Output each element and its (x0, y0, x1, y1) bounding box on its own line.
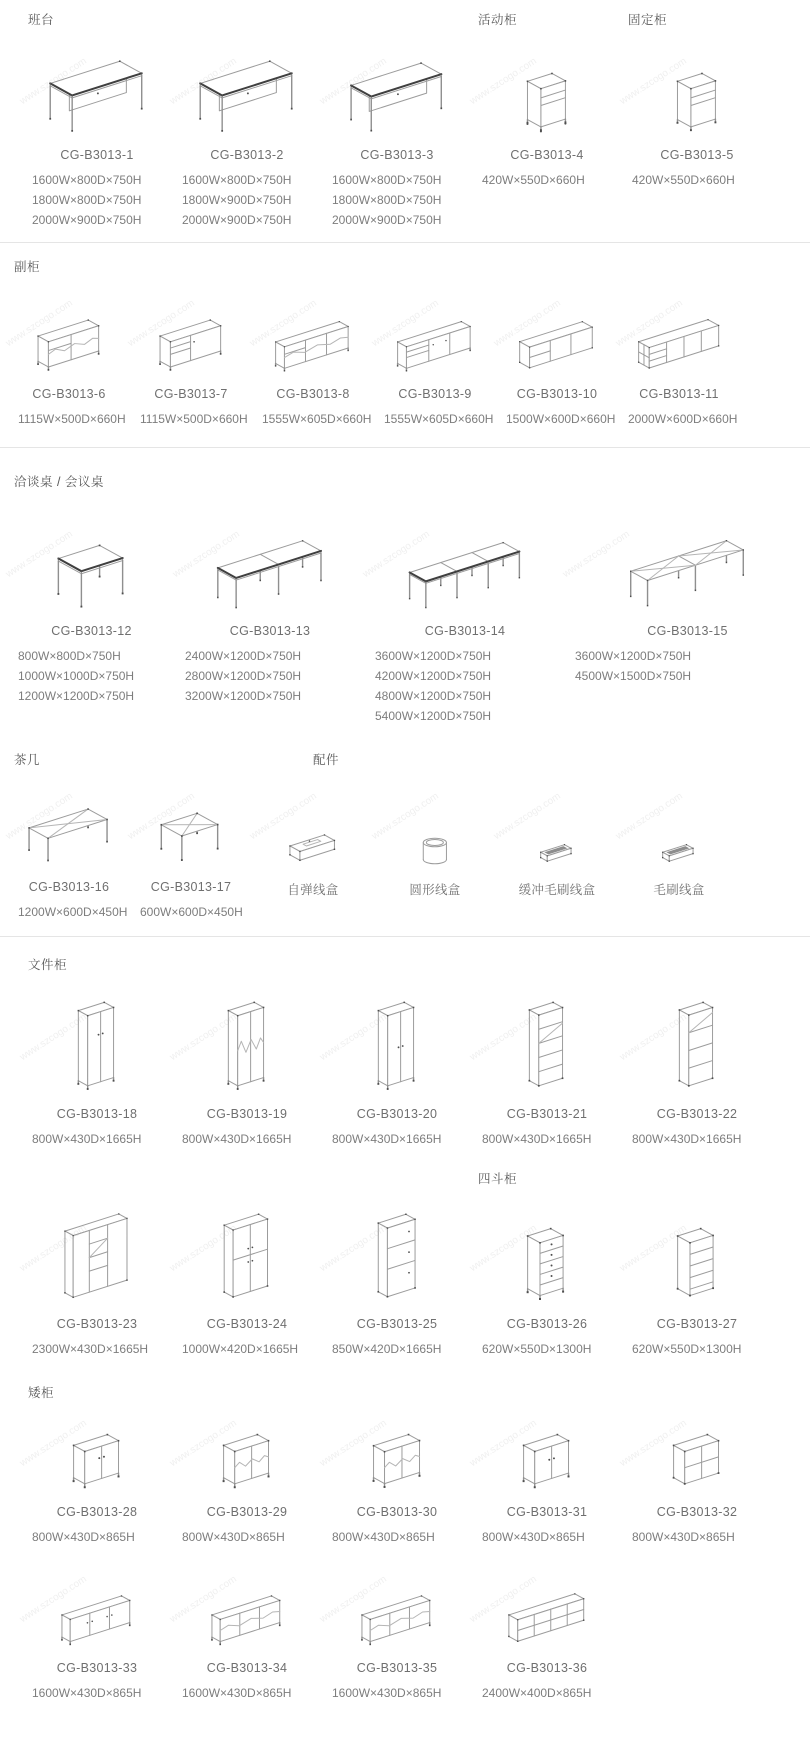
cabinet-shelf-combo-icon (18, 1193, 172, 1305)
model-label: CG-B3013-15 (647, 624, 728, 638)
low-cabinets-section (0, 1369, 810, 1557)
dimension-list (130, 409, 252, 429)
dimension-text: 2300W×430D×1665H (32, 1342, 149, 1356)
catalog-item (468, 34, 622, 190)
wide-low-3door-icon (18, 1563, 172, 1649)
model-label: CG-B3013-1 (60, 148, 134, 162)
watermark-text: www.szcogo.com (18, 1222, 89, 1274)
accessory-label: 缓冲毛刷线盒 (518, 883, 596, 897)
dimension-list (22, 1527, 172, 1547)
catalog-item (318, 1563, 472, 1703)
dimension-list (472, 170, 622, 190)
tall-shelf-b-icon (618, 979, 772, 1095)
cable-box-round-icon (370, 774, 496, 868)
dimension-list (172, 1527, 322, 1547)
dimension-text: 1600W×800D×750H (182, 173, 292, 187)
dimension-list (472, 1129, 622, 1149)
low-cabinet-open-icon (618, 1407, 772, 1493)
dimension-text: 1500W×600D×660H (506, 412, 616, 426)
item-row (0, 1193, 810, 1359)
watermark-text: www.szcogo.com (318, 1222, 389, 1274)
model-label: CG-B3013-33 (56, 1661, 138, 1675)
executive-desk-b-icon (168, 34, 322, 136)
dimension-text: 4200W×1200D×750H (375, 669, 492, 683)
model-label: CG-B3013-2 (210, 148, 284, 162)
dimension-text: 1600W×430D×865H (332, 1686, 442, 1700)
dimension-text: 1600W×430D×865H (32, 1686, 142, 1700)
model-label: CG-B3013-11 (639, 387, 719, 401)
low-cabinets-row-2 (0, 1557, 810, 1733)
model-label: CG-B3013-3 (360, 148, 434, 162)
catalog-item (492, 774, 618, 908)
catalog-item (318, 34, 472, 230)
watermark-text: www.szcogo.com (126, 790, 197, 842)
dimension-list (374, 409, 496, 429)
credenza-e-icon (492, 281, 618, 375)
dimension-list (22, 1129, 172, 1149)
watermark-text: www.szcogo.com (492, 790, 563, 842)
dimension-list (8, 902, 130, 922)
dimension-list (472, 1683, 622, 1703)
dimension-list (622, 1129, 772, 1149)
watermark-text: www.szcogo.com (492, 297, 563, 349)
watermark-text: www.szcogo.com (171, 528, 242, 580)
model-label: CG-B3013-4 (510, 148, 584, 162)
dimension-text: 620W×550D×1300H (632, 1342, 742, 1356)
catalog-item (18, 34, 172, 230)
accessory-label: 圆形线盒 (409, 883, 461, 897)
catalog-item (370, 774, 496, 908)
dimension-text: 800W×430D×1665H (182, 1132, 292, 1146)
watermark-text: www.szcogo.com (168, 56, 239, 108)
dimension-list (22, 1339, 172, 1359)
accessory-label: 自弹线盒 (287, 883, 339, 897)
watermark-text: www.szcogo.com (468, 1011, 539, 1063)
tall-shelf-a-icon (468, 979, 622, 1095)
dimension-list (618, 409, 740, 429)
conference-table-3-icon (361, 496, 565, 612)
file-cabinets-row-2 (0, 1157, 810, 1369)
tall-cabinet-doors2-icon (318, 979, 472, 1095)
dimension-text: 800W×430D×865H (482, 1530, 585, 1544)
watermark-text: www.szcogo.com (18, 1417, 89, 1469)
cable-box-auto-icon (248, 774, 374, 868)
catalog-item (492, 281, 618, 429)
dimension-text: 1800W×900D×750H (182, 193, 292, 207)
dimension-text: 1115W×500D×660H (18, 412, 126, 426)
section-header: 洽谈桌 / 会议桌 (14, 475, 104, 489)
item-row (0, 281, 810, 429)
dimension-text: 2000W×900D×750H (182, 213, 292, 227)
dimension-text: 2000W×900D×750H (32, 213, 142, 227)
dimension-text: 800W×430D×1665H (332, 1132, 442, 1146)
model-label: CG-B3013-19 (206, 1107, 288, 1121)
catalog-item (468, 1193, 622, 1359)
catalog-item (618, 1407, 772, 1547)
dimension-text: 800W×430D×865H (332, 1530, 435, 1544)
watermark-text: www.szcogo.com (4, 528, 75, 580)
conference-table-2-icon (171, 496, 365, 612)
model-label: CG-B3013-27 (656, 1317, 738, 1331)
catalog-item (126, 281, 252, 429)
model-label: CG-B3013-36 (506, 1661, 588, 1675)
wide-low-wave-icon (168, 1563, 322, 1649)
model-label: CG-B3013-9 (398, 387, 472, 401)
watermark-text: www.szcogo.com (561, 528, 632, 580)
dimension-list (8, 409, 130, 429)
dimension-text: 800W×430D×865H (632, 1530, 735, 1544)
mobile-pedestal-icon (468, 34, 622, 136)
model-label: CG-B3013-32 (656, 1505, 738, 1519)
section-header-row (0, 8, 810, 34)
catalog-item (171, 496, 365, 706)
model-label: CG-B3013-29 (206, 1505, 288, 1519)
watermark-text: www.szcogo.com (361, 528, 432, 580)
catalog-item (168, 34, 322, 230)
dimension-text: 3600W×1200D×750H (375, 649, 492, 663)
dimension-text: 4500W×1500D×750H (575, 669, 692, 683)
model-label: CG-B3013-21 (506, 1107, 588, 1121)
meeting-tables-section (0, 448, 810, 740)
watermark-text: www.szcogo.com (614, 790, 685, 842)
section-header-row (0, 470, 810, 496)
watermark-text: www.szcogo.com (614, 297, 685, 349)
watermark-text: www.szcogo.com (18, 56, 89, 108)
file-cabinets-section (0, 937, 810, 1157)
dimension-text: 800W×430D×1665H (32, 1132, 142, 1146)
dimension-text: 1200W×1200D×750H (18, 689, 135, 703)
dimension-list (496, 906, 618, 908)
dimension-list (618, 906, 740, 908)
watermark-text: www.szcogo.com (618, 1222, 689, 1274)
section-header: 茶几 (14, 753, 41, 767)
catalog-item (4, 774, 130, 922)
dimension-text: 1600W×800D×750H (332, 173, 442, 187)
catalog-item (361, 496, 565, 726)
credenza-d-icon (370, 281, 496, 375)
watermark-text: www.szcogo.com (248, 790, 319, 842)
dimension-list (172, 1339, 322, 1359)
model-label: CG-B3013-31 (506, 1505, 588, 1519)
watermark-text: www.szcogo.com (318, 1011, 389, 1063)
catalog-item (18, 1563, 172, 1703)
watermark-text: www.szcogo.com (168, 1573, 239, 1625)
section-header: 文件柜 (28, 958, 68, 972)
dimension-text: 2400W×1200D×750H (185, 649, 302, 663)
credenza-b-icon (126, 281, 252, 375)
catalog-item (18, 1193, 172, 1359)
dimension-list (322, 1527, 472, 1547)
frame-conference-table-icon (561, 496, 810, 612)
section-header-row (0, 255, 810, 281)
catalog-item (468, 979, 622, 1149)
dimension-list (622, 1527, 772, 1547)
dimension-text: 1600W×800D×750H (32, 173, 142, 187)
model-label: CG-B3013-10 (516, 387, 598, 401)
coffee-table-square-icon (126, 774, 252, 868)
dimension-list (374, 906, 496, 908)
dimension-text: 2000W×600D×660H (628, 412, 738, 426)
watermark-text: www.szcogo.com (370, 790, 441, 842)
section-header: 副柜 (14, 260, 41, 274)
low-cabinet-doors2-icon (468, 1407, 622, 1493)
model-label: CG-B3013-17 (150, 880, 232, 894)
model-label: CG-B3013-16 (28, 880, 110, 894)
catalog-item (248, 281, 374, 429)
catalog-item (618, 1193, 772, 1359)
tall-cabinet-wave-icon (168, 979, 322, 1095)
watermark-text: www.szcogo.com (468, 56, 539, 108)
dimension-list (172, 170, 322, 230)
model-label: CG-B3013-28 (56, 1505, 138, 1519)
watermark-text: www.szcogo.com (248, 297, 319, 349)
item-row (0, 1407, 810, 1547)
section-header: 固定柜 (628, 13, 668, 27)
dimension-text: 2000W×900D×750H (332, 213, 442, 227)
section-header: 配件 (313, 753, 340, 767)
watermark-text: www.szcogo.com (4, 297, 75, 349)
cabinet-3tier-icon (318, 1193, 472, 1305)
section-header-row (0, 1167, 810, 1193)
dimension-text: 2800W×1200D×750H (185, 669, 302, 683)
watermark-text: www.szcogo.com (4, 790, 75, 842)
tea-tables-accessories-section (0, 740, 810, 936)
dimension-list (172, 1683, 322, 1703)
catalog-item (168, 979, 322, 1149)
model-label: CG-B3013-14 (424, 624, 506, 638)
watermark-text: www.szcogo.com (318, 56, 389, 108)
dimension-list (252, 409, 374, 429)
dimension-text: 5400W×1200D×750H (375, 709, 492, 723)
dimension-text: 1800W×800D×750H (332, 193, 442, 207)
dimension-text: 1555W×605D×660H (262, 412, 372, 426)
dimension-list (622, 170, 772, 190)
item-row (0, 979, 810, 1149)
watermark-text: www.szcogo.com (468, 1222, 539, 1274)
watermark-text: www.szcogo.com (318, 1417, 389, 1469)
watermark-text: www.szcogo.com (468, 1417, 539, 1469)
watermark-text: www.szcogo.com (618, 1011, 689, 1063)
cabinet-4door-icon (168, 1193, 322, 1305)
watermark-text: www.szcogo.com (618, 1417, 689, 1469)
watermark-text: www.szcogo.com (618, 56, 689, 108)
tall-cabinet-doors-icon (18, 979, 172, 1095)
dimension-text: 1800W×800D×750H (32, 193, 142, 207)
dimension-list (322, 1683, 472, 1703)
executive-desk-c-icon (318, 34, 472, 136)
dimension-list (172, 1129, 322, 1149)
four-shelf-cabinet-icon (618, 1193, 772, 1305)
dimension-list (365, 646, 565, 726)
dimension-list (22, 170, 172, 230)
item-row (0, 496, 810, 726)
catalog-item (318, 979, 472, 1149)
section-header: 活动柜 (478, 13, 518, 27)
cable-box-brush-buffer-icon (492, 774, 618, 868)
catalog-item (4, 496, 175, 706)
watermark-text: www.szcogo.com (168, 1011, 239, 1063)
catalog-item (248, 774, 374, 908)
section-header: 矮柜 (28, 1386, 55, 1400)
catalog-item (18, 1407, 172, 1547)
dimension-text: 1200W×600D×450H (18, 905, 128, 919)
watermark-text: www.szcogo.com (468, 1573, 539, 1625)
dimension-text: 1555W×605D×660H (384, 412, 494, 426)
credenza-c-icon (248, 281, 374, 375)
model-label: CG-B3013-20 (356, 1107, 438, 1121)
catalog-item (614, 774, 740, 908)
model-label: CG-B3013-12 (51, 624, 132, 638)
watermark-text: www.szcogo.com (318, 1573, 389, 1625)
catalog-item (168, 1193, 322, 1359)
dimension-text: 850W×420D×1665H (332, 1342, 442, 1356)
dimension-list (175, 646, 365, 706)
section-header: 四斗柜 (478, 1172, 518, 1186)
model-label: CG-B3013-5 (660, 148, 734, 162)
watermark-text: www.szcogo.com (18, 1573, 89, 1625)
dimension-text: 3600W×1200D×750H (575, 649, 692, 663)
dimension-list (130, 902, 252, 922)
dimension-text: 800W×800D×750H (18, 649, 121, 663)
model-label: CG-B3013-30 (356, 1505, 438, 1519)
dimension-text: 3200W×1200D×750H (185, 689, 302, 703)
dimension-list (496, 409, 618, 429)
catalog-item (561, 496, 810, 686)
catalog-item (126, 774, 252, 922)
section-header-row (0, 748, 810, 774)
credenza-f-icon (614, 281, 740, 375)
dimension-text: 2400W×400D×865H (482, 1686, 592, 1700)
model-label: CG-B3013-23 (56, 1317, 138, 1331)
dimension-list (322, 1339, 472, 1359)
model-label: CG-B3013-8 (276, 387, 350, 401)
square-meeting-table-icon (4, 496, 175, 612)
dimension-list (8, 646, 175, 706)
model-label: CG-B3013-25 (356, 1317, 438, 1331)
model-label: CG-B3013-22 (656, 1107, 738, 1121)
dimension-text: 4800W×1200D×750H (375, 689, 492, 703)
catalog-item (370, 281, 496, 429)
section-header-row (0, 1381, 810, 1407)
dimension-list (472, 1527, 622, 1547)
model-label: CG-B3013-18 (56, 1107, 138, 1121)
model-label: CG-B3013-35 (356, 1661, 438, 1675)
dimension-text: 1600W×430D×865H (182, 1686, 292, 1700)
dimension-text: 420W×550D×660H (632, 173, 735, 187)
catalog-item (318, 1407, 472, 1547)
model-label: CG-B3013-6 (32, 387, 106, 401)
dimension-list (322, 1129, 472, 1149)
catalog-item (4, 281, 130, 429)
catalog-item (618, 979, 772, 1149)
watermark-text: www.szcogo.com (168, 1417, 239, 1469)
watermark-text: www.szcogo.com (370, 297, 441, 349)
section-header: 班台 (28, 13, 55, 27)
dimension-list (565, 646, 810, 686)
dimension-text: 600W×600D×450H (140, 905, 243, 919)
item-row (0, 774, 810, 922)
wide-low-cubes-icon (468, 1563, 622, 1649)
catalog-item (168, 1563, 322, 1703)
fixed-pedestal-icon (618, 34, 772, 136)
watermark-text: www.szcogo.com (18, 1011, 89, 1063)
desks-section (0, 0, 810, 242)
dimension-list (472, 1339, 622, 1359)
accessory-label: 毛刷线盒 (653, 883, 705, 897)
dimension-list (322, 170, 472, 230)
catalog-item (468, 1407, 622, 1547)
dimension-text: 800W×430D×1665H (482, 1132, 592, 1146)
dimension-text: 1000W×1000D×750H (18, 669, 135, 683)
dimension-text: 420W×550D×660H (482, 173, 585, 187)
catalog-item (168, 1407, 322, 1547)
model-label: CG-B3013-7 (154, 387, 228, 401)
catalog-item (468, 1563, 622, 1703)
dimension-list (252, 906, 374, 908)
four-drawer-cabinet-icon (468, 1193, 622, 1305)
wide-low-wave2-icon (318, 1563, 472, 1649)
low-cabinet-wave2-icon (318, 1407, 472, 1493)
model-label: CG-B3013-26 (506, 1317, 588, 1331)
watermark-text: www.szcogo.com (126, 297, 197, 349)
dimension-text: 620W×550D×1300H (482, 1342, 592, 1356)
coffee-table-rect-icon (4, 774, 130, 868)
dimension-text: 800W×430D×865H (182, 1530, 285, 1544)
watermark-text: www.szcogo.com (168, 1222, 239, 1274)
low-cabinet-wave-icon (168, 1407, 322, 1493)
model-label: CG-B3013-13 (229, 624, 311, 638)
item-row (0, 1563, 810, 1703)
dimension-list (22, 1683, 172, 1703)
model-label: CG-B3013-34 (206, 1661, 288, 1675)
dimension-text: 1000W×420D×1665H (182, 1342, 299, 1356)
catalog-item (618, 34, 772, 190)
dimension-text: 1115W×500D×660H (140, 412, 248, 426)
side-cabinets-section (0, 243, 810, 447)
executive-desk-icon (18, 34, 172, 136)
section-header-row (0, 953, 810, 979)
item-row (0, 34, 810, 230)
credenza-a-icon (4, 281, 130, 375)
cable-box-brush-icon (614, 774, 740, 868)
low-cabinet-doors-icon (18, 1407, 172, 1493)
dimension-list (622, 1339, 772, 1359)
catalog-item (318, 1193, 472, 1359)
catalog-item (614, 281, 740, 429)
dimension-text: 800W×430D×865H (32, 1530, 135, 1544)
model-label: CG-B3013-24 (206, 1317, 288, 1331)
catalog-item (18, 979, 172, 1149)
dimension-text: 800W×430D×1665H (632, 1132, 742, 1146)
